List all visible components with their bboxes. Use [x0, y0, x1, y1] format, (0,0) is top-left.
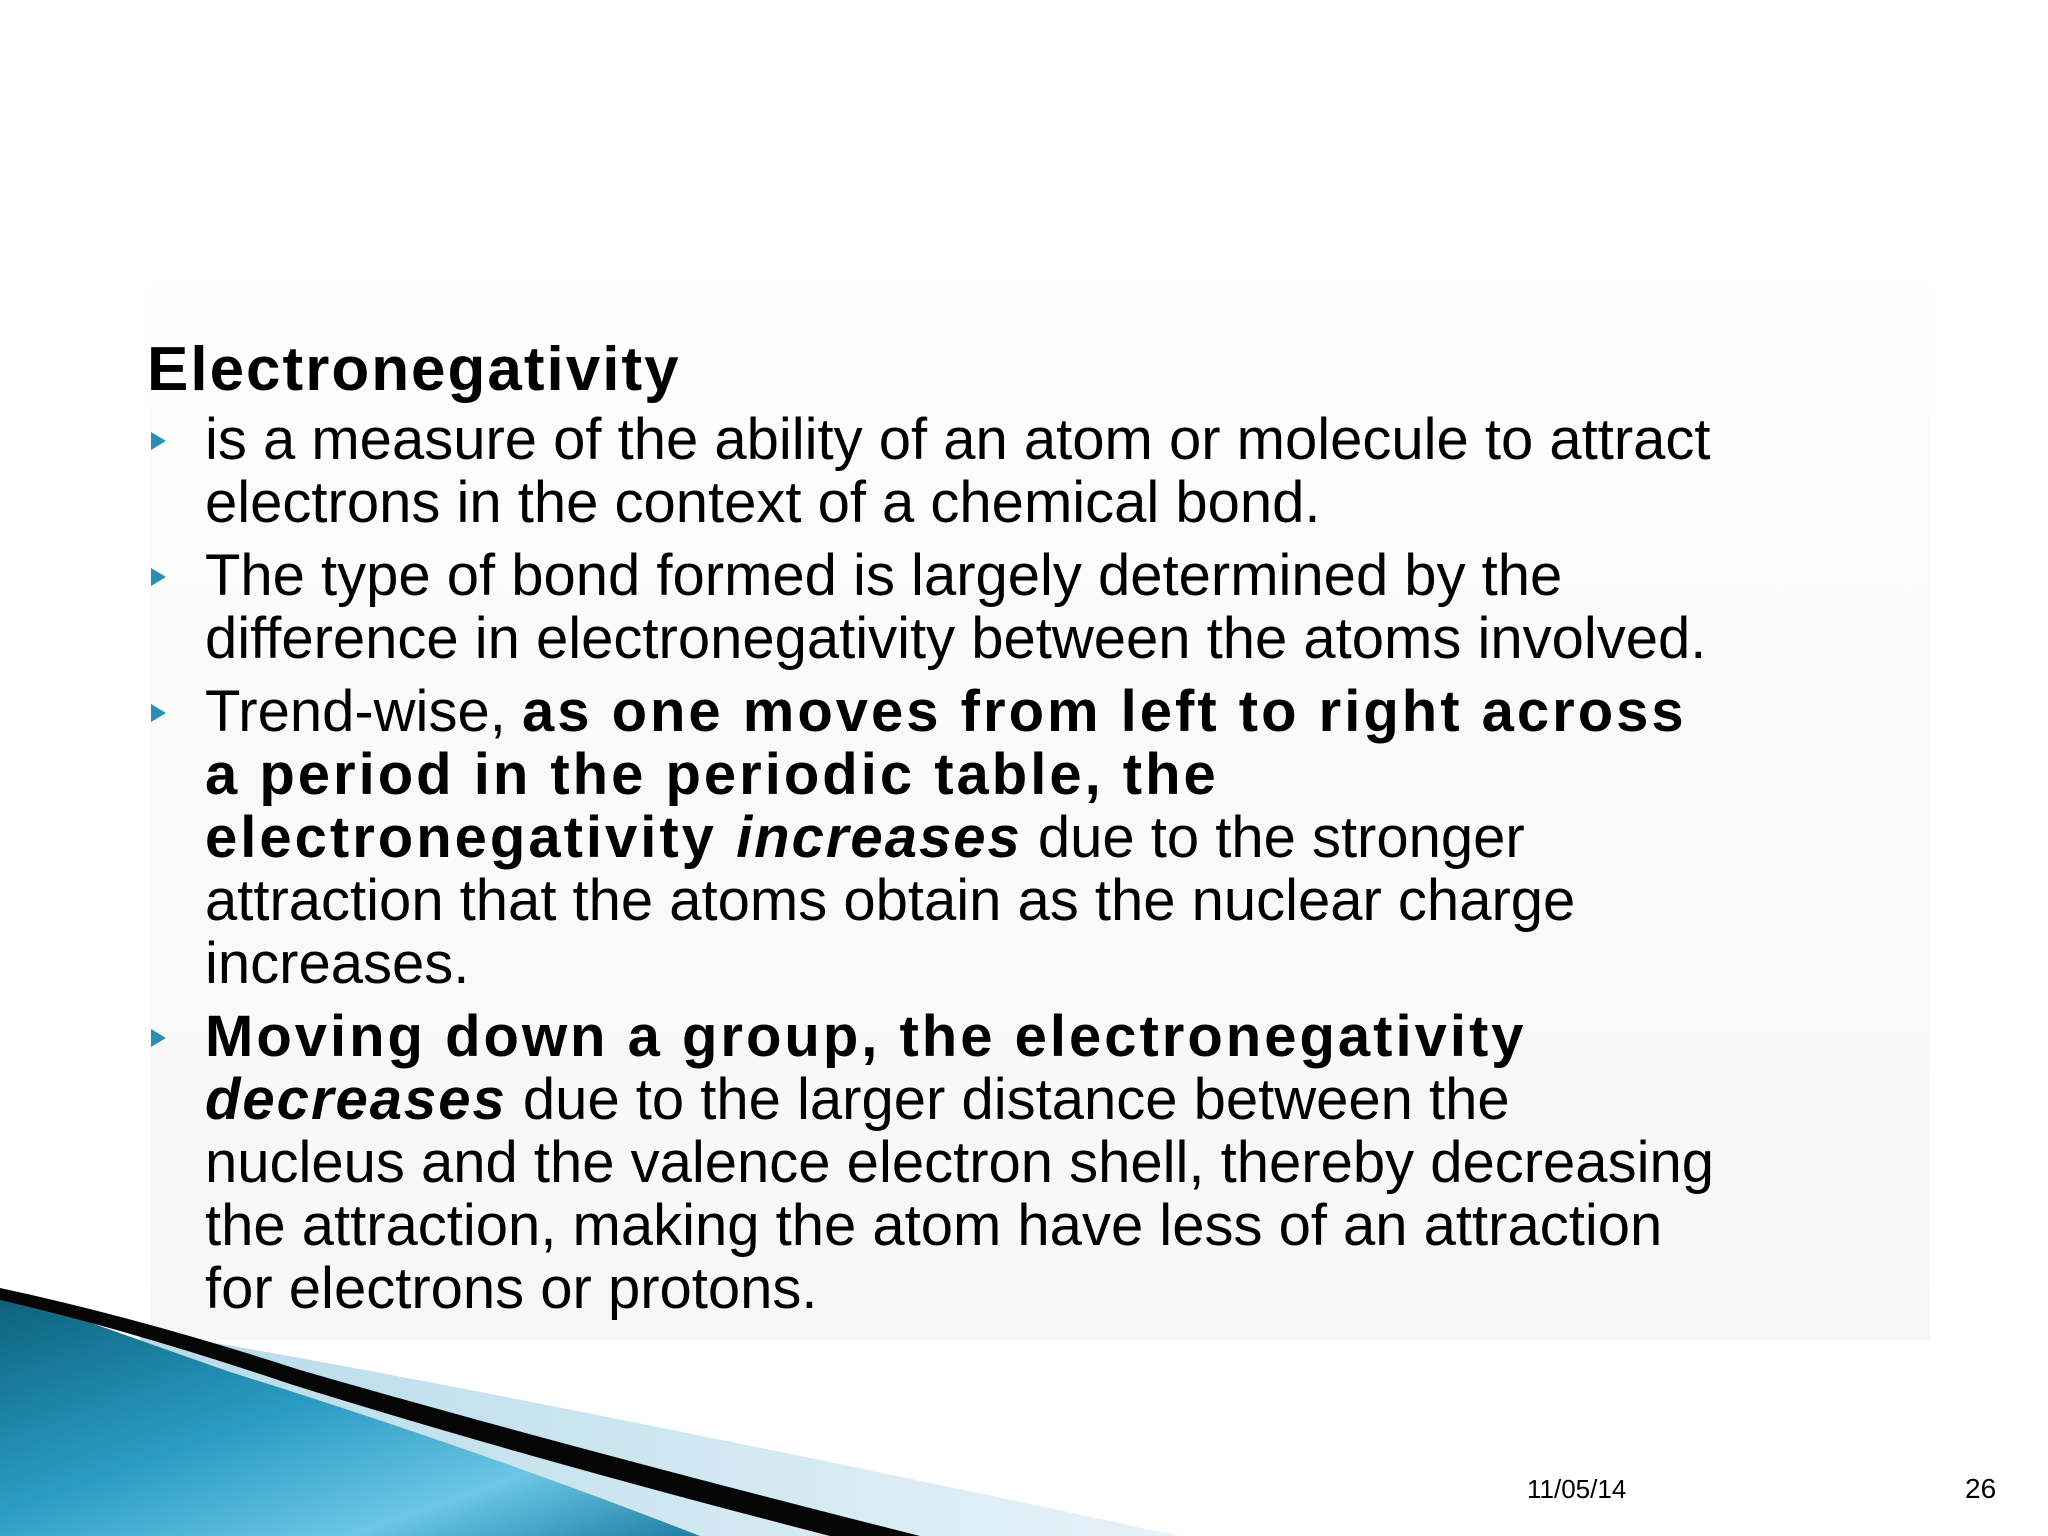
bullet-text: is a measure of the ability of an atom or molecule to attract: [205, 407, 1711, 472]
bullet-line: [205, 607, 1957, 670]
bullet-line: [205, 1068, 1957, 1131]
bullet-marker-icon: [151, 568, 166, 586]
bullet-definition: [147, 408, 1957, 534]
bullet-text: Trend-wise,: [205, 679, 522, 744]
bullet-group-trend: [147, 1005, 1957, 1320]
bullet-text: increases.: [205, 931, 470, 996]
bullet-text: the attraction, making the atom have less of an attraction: [205, 1193, 1663, 1258]
bullet-line: [205, 544, 1957, 607]
bullet-emphasis: Moving down a group, the electronegativity: [205, 1004, 1527, 1069]
bullet-emphasis: electronegativity: [205, 805, 737, 870]
bullet-marker-icon: [151, 704, 166, 722]
bullet-line: [205, 1257, 1957, 1320]
bullet-list: [147, 408, 1957, 1330]
bullet-line: [205, 932, 1957, 995]
bullet-line: [205, 408, 1957, 471]
bullet-text: due to the larger distance between the: [506, 1067, 1510, 1132]
bullet-line: [205, 1005, 1957, 1068]
bullet-text: due to the stronger: [1021, 805, 1525, 870]
slide-heading: Electronegativity: [147, 335, 681, 404]
footer-date: 11/05/14: [1527, 1474, 1627, 1504]
bullet-emphasis-italic: increases: [736, 805, 1022, 870]
bullet-text: attraction that the atoms obtain as the nuclear charge: [205, 868, 1576, 933]
bullet-text: for electrons or protons.: [205, 1256, 818, 1321]
bullet-emphasis-italic: decreases: [205, 1067, 507, 1132]
bullet-line: [205, 680, 1957, 743]
bullet-line: [205, 1131, 1957, 1194]
bullet-emphasis: a period in the periodic table, the: [205, 742, 1219, 807]
bullet-bond-type: [147, 544, 1957, 670]
slide-number: 26: [1965, 1473, 1997, 1504]
bullet-marker-icon: [151, 1029, 166, 1047]
bullet-emphasis: as one moves from left to right across: [521, 679, 1687, 744]
bullet-line: [205, 806, 1957, 869]
bullet-text: The type of bond formed is largely determined by the: [205, 543, 1563, 608]
bullet-period-trend: [147, 680, 1957, 995]
bullet-line: [205, 1194, 1957, 1257]
bullet-text: difference in electronegativity between the atoms involved.: [205, 606, 1707, 671]
bullet-text: electrons in the context of a chemical bond.: [205, 470, 1321, 535]
bullet-marker-icon: [151, 432, 166, 450]
bullet-line: [205, 471, 1957, 534]
bullet-line: [205, 743, 1957, 806]
bullet-line: [205, 869, 1957, 932]
bullet-text: nucleus and the valence electron shell, thereby decreasing: [205, 1130, 1714, 1195]
